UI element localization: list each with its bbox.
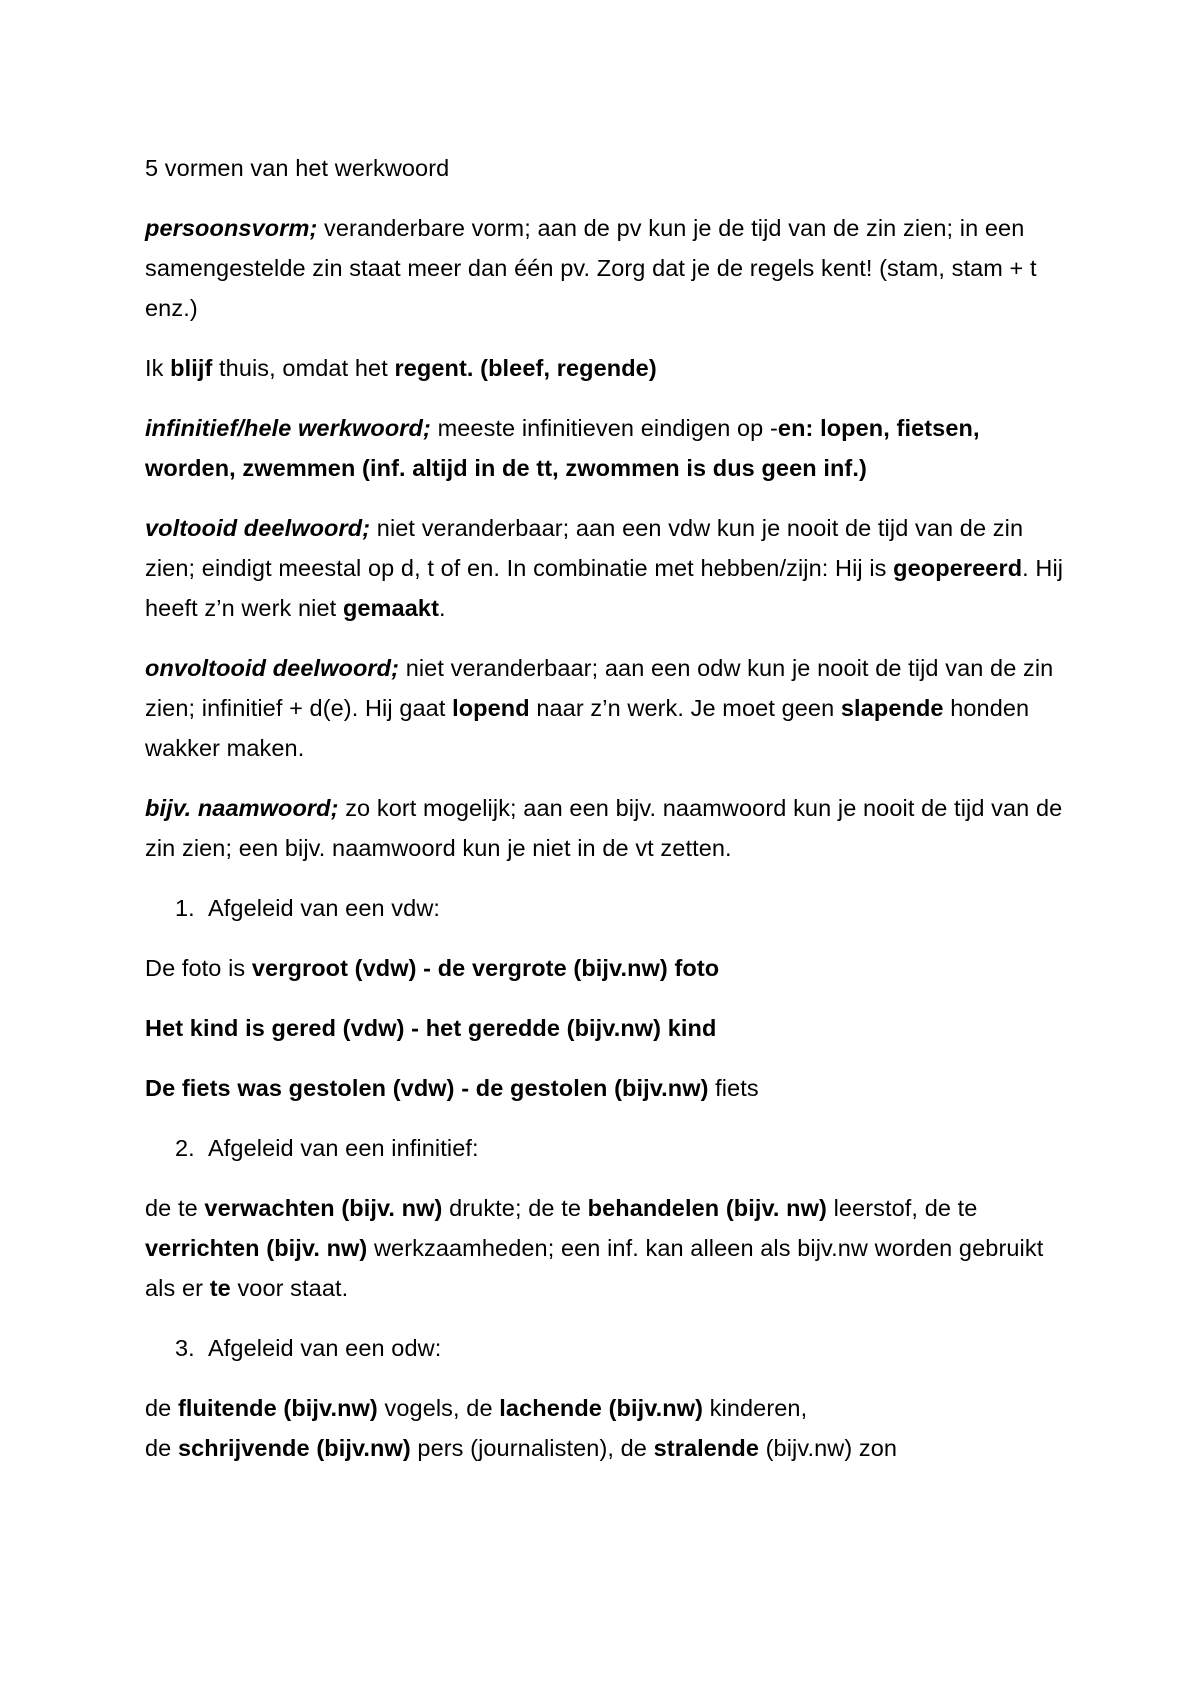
document-body [145, 148, 1075, 1488]
list-item-odw: 3. Afgeleid van een odw: [175, 1335, 442, 1361]
paragraph-voltooid-deelwoord: voltooid deelwoord; niet veranderbaar; aan een vdw kun je nooit de tijd van de zin zien; eindigt meestal op d, t of en. In combinatie met hebben/zijn: Hij is geopereerd. Hij heeft z’n werk niet gemaakt. [145, 515, 1064, 621]
term-infinitief: infinitief/hele werkwoord; [145, 415, 431, 441]
example-odw: de fluitende (bijv.nw) vogels, de lachende (bijv.nw) kinderen, de schrijvende (bijv.nw) pers (journalisten), de stralende (bijv.nw) zon [145, 1395, 898, 1461]
example-vdw-3: De fiets was gestolen (vdw) - de gestolen (bijv.nw) fiets [145, 1075, 759, 1101]
paragraph-onvoltooid-deelwoord: onvoltooid deelwoord; niet veranderbaar; aan een odw kun je nooit de tijd van de zin zien; infinitief + d(e). Hij gaat lopend naar z’n werk. Je moet geen slapende honden wakker maken. [145, 655, 1054, 761]
term-onvoltooid-deelwoord: onvoltooid deelwoord; [145, 655, 400, 681]
example-vdw-1: De foto is vergroot (vdw) - de vergrote (bijv.nw) foto [145, 955, 720, 981]
example-vdw-2: Het kind is gered (vdw) - het geredde (bijv.nw) kind [145, 1015, 717, 1041]
list-item-infinitief: 2. Afgeleid van een infinitief: [175, 1135, 479, 1161]
paragraph-persoonsvorm: persoonsvorm; veranderbare vorm; aan de pv kun je de tijd van de zin zien; in een samengestelde zin staat meer dan één pv. Zorg dat je de regels kent! (stam, stam + t enz.) [145, 215, 1037, 321]
list-item-vdw: 1. Afgeleid van een vdw: [175, 895, 441, 921]
document-title: 5 vormen van het werkwoord [145, 155, 450, 181]
term-bijvoeglijk-naamwoord: bijv. naamwoord; [145, 795, 339, 821]
paragraph-bijvoeglijk-naamwoord: bijv. naamwoord; zo kort mogelijk; aan een bijv. naamwoord kun je nooit de tijd van de zin zien; een bijv. naamwoord kun je niet in de vt zetten. [145, 795, 1063, 861]
example-persoonsvorm: Ik blijf thuis, omdat het regent. (bleef, regende) [145, 355, 657, 381]
paragraph-infinitief: infinitief/hele werkwoord; meeste infinitieven eindigen op -en: lopen, fietsen, worden, zwemmen (inf. altijd in de tt, zwommen is dus geen inf.) [145, 415, 980, 481]
example-infinitief: de te verwachten (bijv. nw) drukte; de te behandelen (bijv. nw) leerstof, de te verrichten (bijv. nw) werkzaamheden; een inf. kan alleen als bijv.nw worden gebruikt als er te voor staat. [145, 1195, 1044, 1301]
term-voltooid-deelwoord: voltooid deelwoord; [145, 515, 371, 541]
term-persoonsvorm: persoonsvorm; [145, 215, 318, 241]
